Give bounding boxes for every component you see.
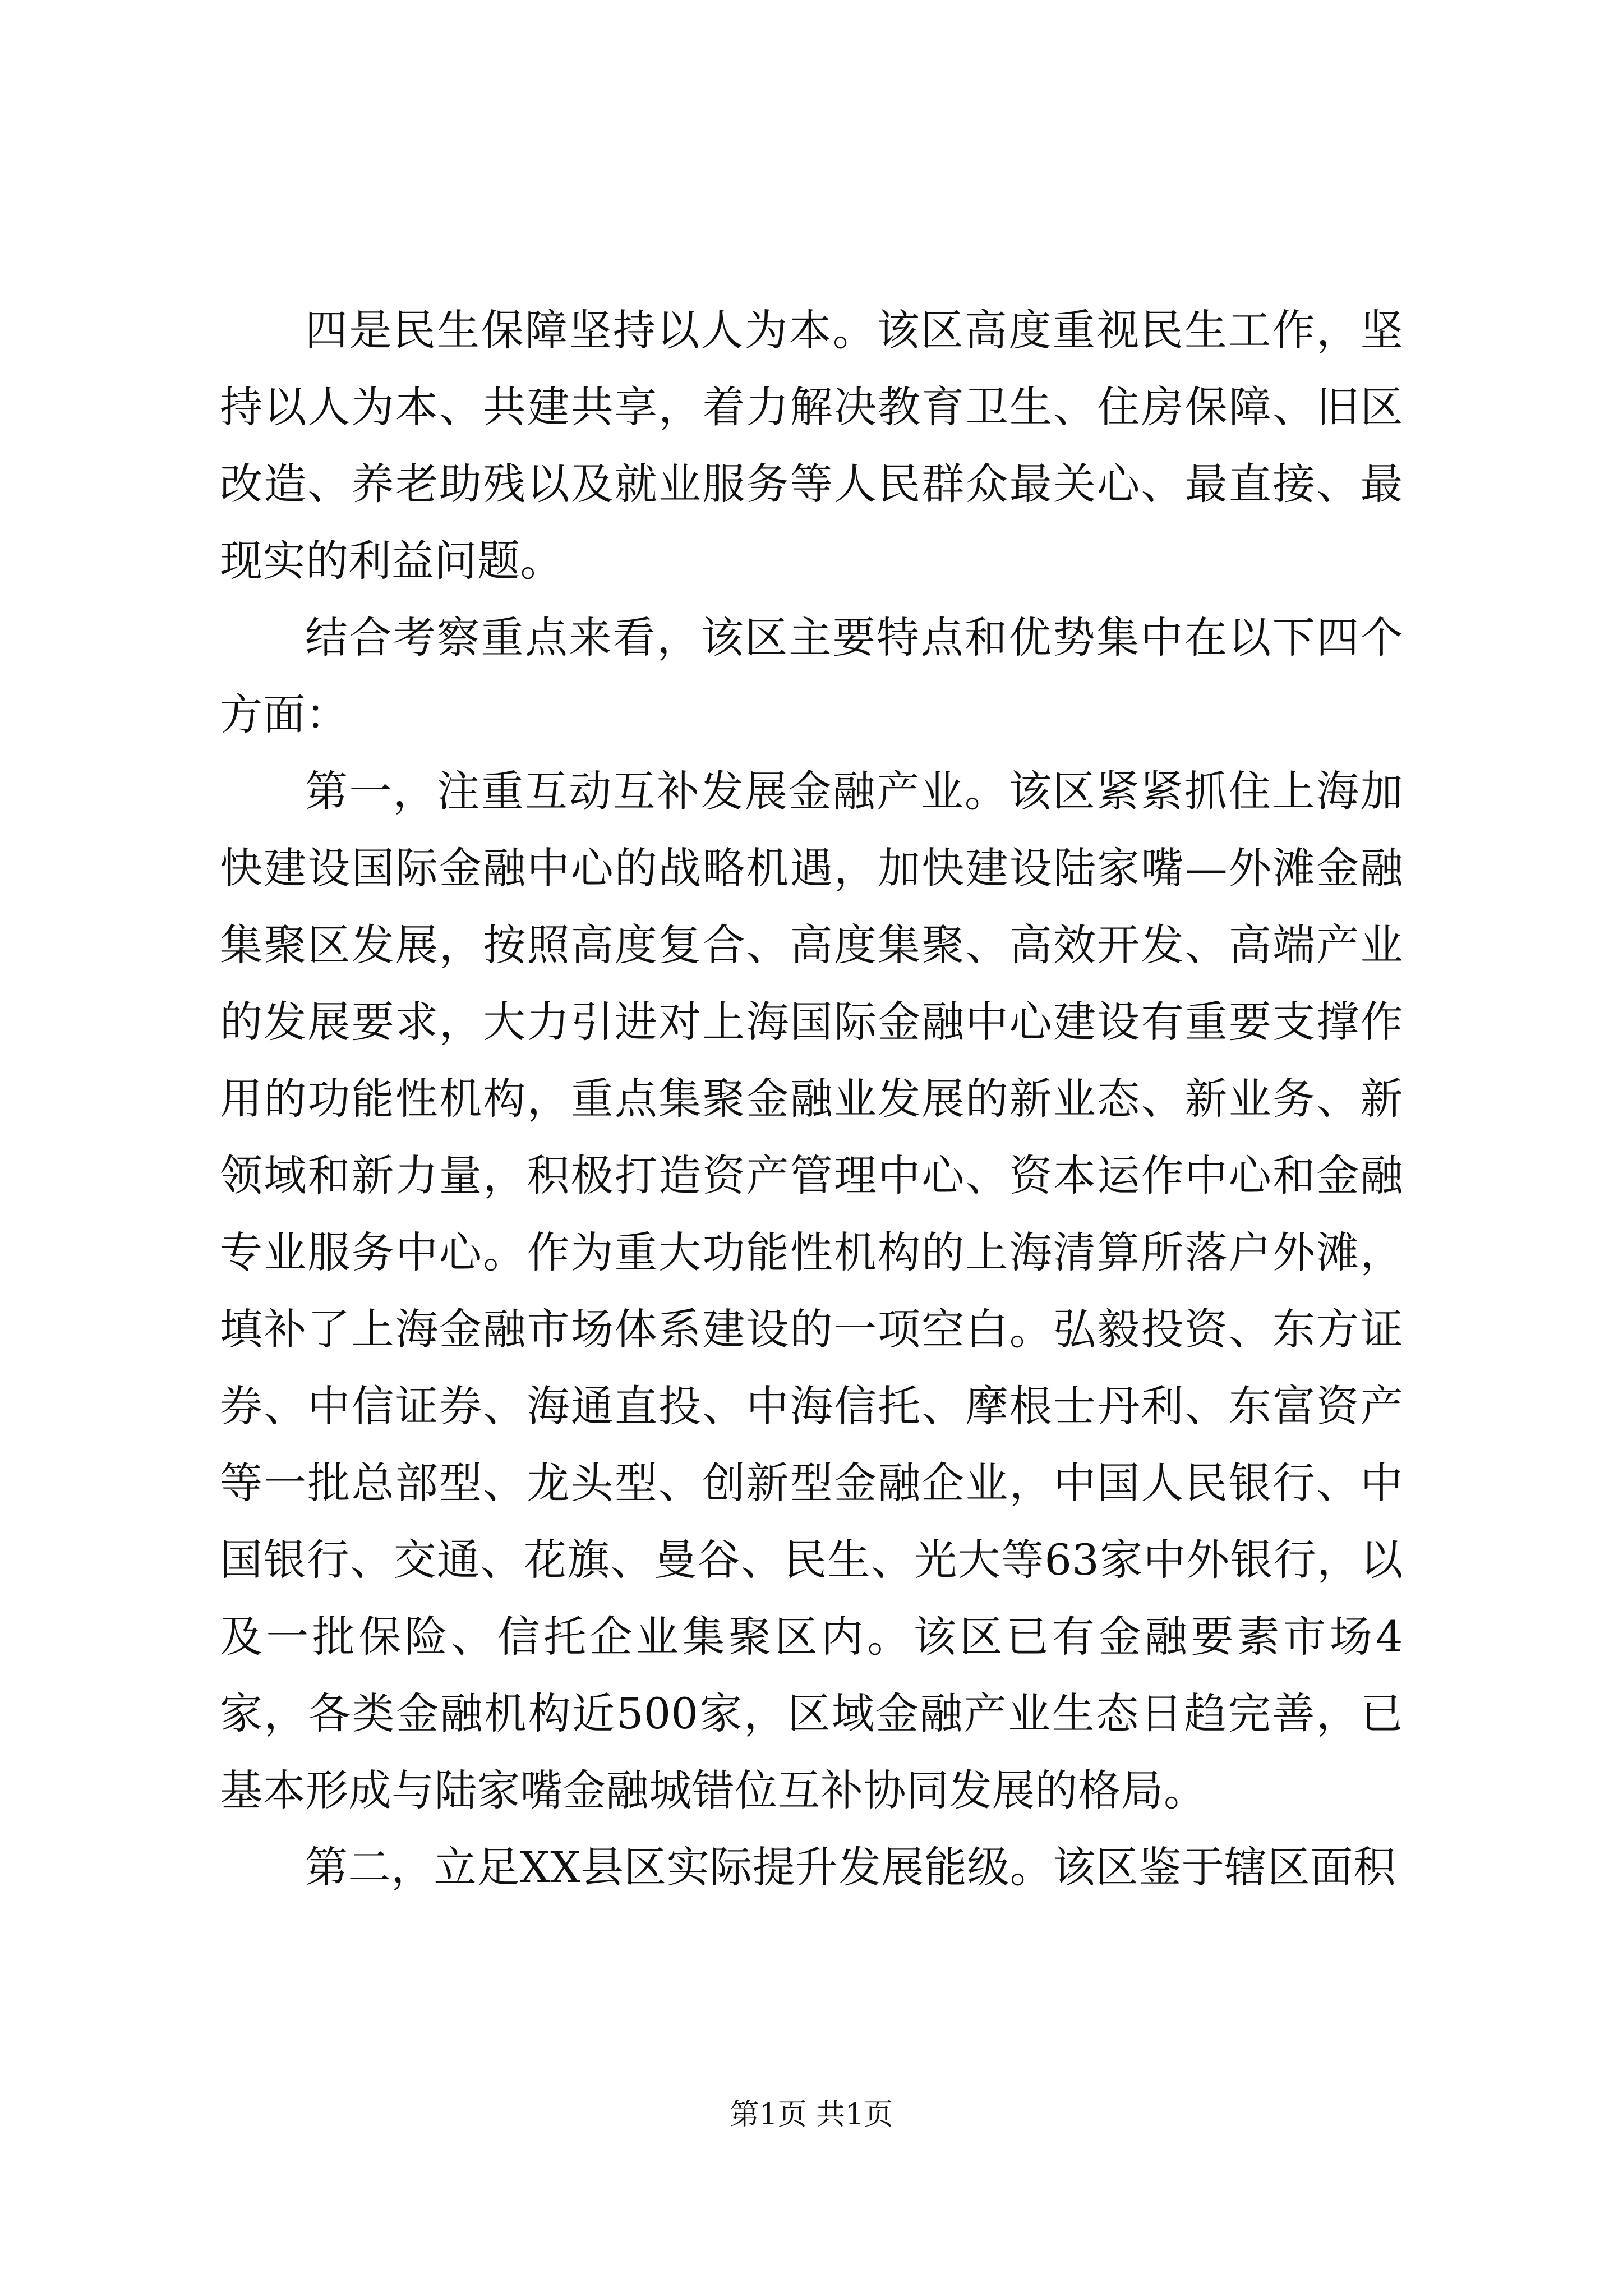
document-body xyxy=(220,292,1403,1906)
paragraph-development-level: 第二，立足XX县区实际提升发展能级。该区鉴于辖区面积 xyxy=(305,1842,1396,1892)
page-footer: 第1页 共1页 xyxy=(730,2098,893,2132)
paragraph-livelihood: 四是民生保障坚持以人为本。该区高度重视民生工作，坚持以人为本、共建共享，着力解决教育卫生、住房保障、旧区改造、养老助残以及就业服务等人民群众最关心、最直接、最现实的利益问题。 xyxy=(220,305,1403,586)
paragraph-summary-intro: 结合考察重点来看，该区主要特点和优势集中在以下四个方面： xyxy=(220,613,1403,739)
paragraph-finance-industry: 第一，注重互动互补发展金融产业。该区紧紧抓住上海加快建设国际金融中心的战略机遇，加快建设陆家嘴—外滩金融集聚区发展，按照高度复合、高度集聚、高效开发、高端产业的发展要求，大力引进对上海国际金融中心建设有重要支撑作用的功能性机构，重点集聚金融业发展的新业态、新业务、新领域和新力量，积极打造资产管理中心、资本运作中心和金融专业服务中心。作为重大功能性机构的上海清算所落户外滩，填补了上海金融市场体系建设的一项空白。弘毅投资、东方证券、中信证券、海通直投、中海信托、摩根士丹利、东富资产等一批总部型、龙头型、创新型金融企业，中国人民银行、中国银行、交通、花旗、曼谷、民生、光大等63家中外银行，以及一批保险、信托企业集聚区内。该区已有金融要素市场4家，各类金融机构近500家，区域金融产业生态日趋完善，已基本形成与陆家嘴金融城错位互补协同发展的格局。 xyxy=(220,766,1403,1815)
